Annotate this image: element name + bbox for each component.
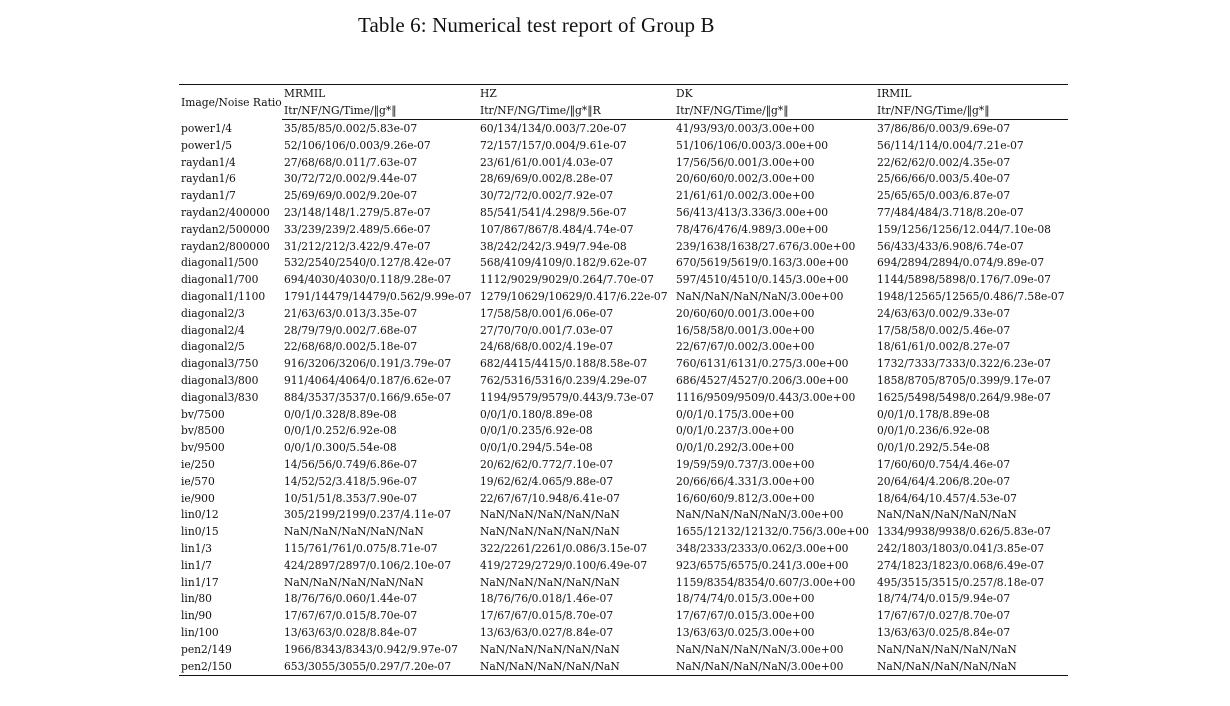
dk-cell: 56/413/413/3.336/3.00e+00 <box>676 205 829 219</box>
dk-cell: 20/60/60/0.001/3.00e+00 <box>676 306 815 320</box>
dk-cell: 0/0/1/0.292/3.00e+00 <box>676 441 795 455</box>
irmil-cell: 242/1803/1803/0.041/3.85e-07 <box>877 541 1045 555</box>
row-label: ie/900 <box>181 491 215 505</box>
table-row <box>179 575 1068 592</box>
table-row <box>179 608 1068 625</box>
mrmil-cell: 13/63/63/0.028/8.84e-07 <box>284 625 418 639</box>
method-header-mrmil: MRMIL <box>282 85 478 103</box>
table-body <box>179 120 1068 676</box>
metric-header-dk: Itr/NF/NG/Time/‖g*‖ <box>674 102 875 120</box>
row-label: raydan1/6 <box>181 172 236 186</box>
table-row <box>179 390 1068 407</box>
mrmil-cell: 18/76/76/0.060/1.44e-07 <box>284 592 418 606</box>
table-row <box>179 558 1068 575</box>
table-row <box>179 222 1068 239</box>
hz-cell: 107/867/867/8.484/4.74e-07 <box>480 222 634 236</box>
hz-cell: 1194/9579/9579/0.443/9.73e-07 <box>480 390 654 404</box>
mrmil-cell: 1966/8343/8343/0.942/9.97e-07 <box>284 642 458 656</box>
dk-cell: 923/6575/6575/0.241/3.00e+00 <box>676 558 849 572</box>
method-header-dk: DK <box>674 85 875 103</box>
row-label: pen2/149 <box>181 642 232 656</box>
mrmil-cell: 14/52/52/3.418/5.96e-07 <box>284 474 418 488</box>
hz-cell: 0/0/1/0.294/5.54e-08 <box>480 441 593 455</box>
irmil-cell: NaN/NaN/NaN/NaN/NaN <box>877 642 1017 656</box>
row-label: diagonal3/750 <box>181 357 259 371</box>
row-label: lin/80 <box>181 592 212 606</box>
table-row <box>179 507 1068 524</box>
table-row <box>179 373 1068 390</box>
mrmil-cell: 653/3055/3055/0.297/7.20e-07 <box>282 659 478 676</box>
mrmil-cell: 424/2897/2897/0.106/2.10e-07 <box>284 558 452 572</box>
irmil-cell: 1732/7333/7333/0.322/6.23e-07 <box>877 357 1051 371</box>
irmil-cell: 1334/9938/9938/0.626/5.83e-07 <box>877 525 1051 539</box>
row-label: raydan1/7 <box>181 189 236 203</box>
irmil-cell: 56/433/433/6.908/6.74e-07 <box>877 239 1024 253</box>
table-row <box>179 339 1068 356</box>
irmil-cell: 18/61/61/0.002/8.27e-07 <box>877 340 1011 354</box>
dk-cell: 18/74/74/0.015/3.00e+00 <box>676 592 815 606</box>
row-label: bv/8500 <box>181 424 225 438</box>
mrmil-cell: 22/68/68/0.002/5.18e-07 <box>284 340 418 354</box>
irmil-cell: 0/0/1/0.236/6.92e-08 <box>877 424 990 438</box>
row-label: lin1/7 <box>181 558 212 572</box>
irmil-cell: 18/74/74/0.015/9.94e-07 <box>877 592 1011 606</box>
table-row <box>179 306 1068 323</box>
metric-header-row <box>179 102 1068 120</box>
mrmil-cell: 532/2540/2540/0.127/8.42e-07 <box>284 256 452 270</box>
irmil-cell: 37/86/86/0.003/9.69e-07 <box>877 122 1011 135</box>
mrmil-cell: 28/79/79/0.002/7.68e-07 <box>284 323 418 337</box>
irmil-cell: 18/64/64/10.457/4.53e-07 <box>877 491 1017 505</box>
hz-cell: 17/67/67/0.015/8.70e-07 <box>480 609 614 623</box>
table-row <box>179 423 1068 440</box>
dk-cell: 597/4510/4510/0.145/3.00e+00 <box>676 273 849 287</box>
mrmil-cell: 10/51/51/8.353/7.90e-07 <box>284 491 418 505</box>
table-row <box>179 120 1068 138</box>
row-label: lin0/12 <box>181 508 219 522</box>
hz-cell: 1279/10629/10629/0.417/6.22e-07 <box>480 289 668 303</box>
irmil-cell: 56/114/114/0.004/7.21e-07 <box>877 138 1024 152</box>
irmil-cell: NaN/NaN/NaN/NaN/NaN <box>877 508 1017 522</box>
table-row <box>179 205 1068 222</box>
hz-cell: 19/62/62/4.065/9.88e-07 <box>480 474 614 488</box>
table-header <box>179 85 1068 120</box>
hz-cell: NaN/NaN/NaN/NaN/NaN <box>480 575 620 589</box>
irmil-cell: 13/63/63/0.025/8.84e-07 <box>877 625 1011 639</box>
mrmil-cell: 0/0/1/0.328/8.89e-08 <box>284 407 397 421</box>
hz-cell: 0/0/1/0.180/8.89e-08 <box>480 407 593 421</box>
irmil-cell: 22/62/62/0.002/4.35e-07 <box>877 155 1011 169</box>
mrmil-cell: 911/4064/4064/0.187/6.62e-07 <box>284 373 452 387</box>
dk-cell: 41/93/93/0.003/3.00e+00 <box>676 122 815 135</box>
row-label: diagonal1/1100 <box>181 289 266 303</box>
metric-header-irmil: Itr/NF/NG/Time/‖g*‖ <box>875 102 1068 120</box>
hz-cell: 682/4415/4415/0.188/8.58e-07 <box>480 357 648 371</box>
dk-cell: 17/56/56/0.001/3.00e+00 <box>676 155 815 169</box>
hz-cell: NaN/NaN/NaN/NaN/NaN <box>480 508 620 522</box>
table-row <box>179 356 1068 373</box>
irmil-cell: 1144/5898/5898/0.176/7.09e-07 <box>877 273 1051 287</box>
mrmil-cell: 23/148/148/1.279/5.87e-07 <box>284 205 431 219</box>
row-label: raydan2/800000 <box>181 239 270 253</box>
irmil-cell: 159/1256/1256/12.044/7.10e-08 <box>877 222 1051 236</box>
dk-cell: NaN/NaN/NaN/NaN/3.00e+00 <box>676 642 844 656</box>
dk-cell: 13/63/63/0.025/3.00e+00 <box>676 625 815 639</box>
table-row <box>179 239 1068 256</box>
row-label: bv/9500 <box>181 441 225 455</box>
table-row <box>179 474 1068 491</box>
irmil-cell: NaN/NaN/NaN/NaN/NaN <box>875 659 1068 676</box>
row-label: lin1/17 <box>181 575 219 589</box>
row-label: diagonal2/3 <box>181 306 245 320</box>
table-row <box>179 625 1068 642</box>
mrmil-cell: 27/68/68/0.011/7.63e-07 <box>284 155 418 169</box>
row-label: ie/570 <box>181 474 215 488</box>
mrmil-cell: 31/212/212/3.422/9.47e-07 <box>284 239 431 253</box>
table-row <box>179 323 1068 340</box>
irmil-cell: 25/66/66/0.003/5.40e-07 <box>877 172 1011 186</box>
row-label: power1/5 <box>181 138 233 152</box>
hz-cell: 13/63/63/0.027/8.84e-07 <box>480 625 614 639</box>
method-header-hz: HZ <box>478 85 674 103</box>
dk-cell: 20/60/60/0.002/3.00e+00 <box>676 172 815 186</box>
hz-cell: NaN/NaN/NaN/NaN/NaN <box>480 642 620 656</box>
hz-cell: 24/68/68/0.002/4.19e-07 <box>480 340 614 354</box>
irmil-cell: 77/484/484/3.718/8.20e-07 <box>877 205 1024 219</box>
table-row <box>179 407 1068 424</box>
metric-header-hz: Itr/NF/NG/Time/‖g*‖R <box>478 102 674 120</box>
row-label: raydan2/500000 <box>181 222 270 236</box>
dk-cell: 760/6131/6131/0.275/3.00e+00 <box>676 357 849 371</box>
mrmil-cell: 115/761/761/0.075/8.71e-07 <box>284 541 438 555</box>
table-row <box>179 591 1068 608</box>
irmil-cell: 20/64/64/4.206/8.20e-07 <box>877 474 1011 488</box>
dk-cell: 670/5619/5619/0.163/3.00e+00 <box>676 256 849 270</box>
row-label: power1/4 <box>181 121 233 135</box>
table-row <box>179 541 1068 558</box>
dk-cell: 16/60/60/9.812/3.00e+00 <box>676 491 815 505</box>
dk-cell: 1655/12132/12132/0.756/3.00e+00 <box>676 525 869 539</box>
table-row <box>179 171 1068 188</box>
irmil-cell: 1858/8705/8705/0.399/9.17e-07 <box>877 373 1051 387</box>
mrmil-cell: 0/0/1/0.300/5.54e-08 <box>284 441 397 455</box>
dk-cell: 686/4527/4527/0.206/3.00e+00 <box>676 373 849 387</box>
hz-cell: 18/76/76/0.018/1.46e-07 <box>480 592 614 606</box>
row-label: diagonal3/800 <box>181 373 259 387</box>
hz-cell: NaN/NaN/NaN/NaN/NaN <box>480 525 620 539</box>
row-label: pen2/150 <box>179 659 282 676</box>
row-label: diagonal1/500 <box>181 256 259 270</box>
row-label: raydan2/400000 <box>181 205 270 219</box>
irmil-cell: 1948/12565/12565/0.486/7.58e-07 <box>877 289 1065 303</box>
mrmil-cell: 33/239/239/2.489/5.66e-07 <box>284 222 431 236</box>
dk-cell: 20/66/66/4.331/3.00e+00 <box>676 474 815 488</box>
row-label: lin/90 <box>181 609 212 623</box>
dk-cell: 16/58/58/0.001/3.00e+00 <box>676 323 815 337</box>
hz-cell: 38/242/242/3.949/7.94e-08 <box>480 239 627 253</box>
dk-cell: 1116/9509/9509/0.443/3.00e+00 <box>676 390 856 404</box>
table-row <box>179 642 1068 659</box>
dk-cell: 348/2333/2333/0.062/3.00e+00 <box>676 541 849 555</box>
irmil-cell: 24/63/63/0.002/9.33e-07 <box>877 306 1011 320</box>
mrmil-cell: 21/63/63/0.013/3.35e-07 <box>284 306 418 320</box>
hz-cell: 72/157/157/0.004/9.61e-07 <box>480 138 627 152</box>
row-label: raydan1/4 <box>181 155 236 169</box>
mrmil-cell: 1791/14479/14479/0.562/9.99e-07 <box>284 289 472 303</box>
row-label: lin/100 <box>181 625 219 639</box>
hz-cell: 322/2261/2261/0.086/3.15e-07 <box>480 541 648 555</box>
irmil-cell: 694/2894/2894/0.074/9.89e-07 <box>877 256 1045 270</box>
irmil-cell: 17/67/67/0.027/8.70e-07 <box>877 609 1011 623</box>
mrmil-cell: 17/67/67/0.015/8.70e-07 <box>284 609 418 623</box>
hz-cell: 762/5316/5316/0.239/4.29e-07 <box>480 373 648 387</box>
metric-header-mrmil: Itr/NF/NG/Time/‖g*‖ <box>282 102 478 120</box>
row-label: lin0/15 <box>181 525 219 539</box>
row-label: ie/250 <box>181 457 215 471</box>
mrmil-cell: 694/4030/4030/0.118/9.28e-07 <box>284 273 452 287</box>
method-header-irmil: IRMIL <box>875 85 1068 103</box>
table-row <box>179 659 1068 676</box>
dk-cell: 1159/8354/8354/0.607/3.00e+00 <box>676 575 856 589</box>
hz-cell: 1112/9029/9029/0.264/7.70e-07 <box>480 273 654 287</box>
results-table <box>179 84 1068 676</box>
irmil-cell: 495/3515/3515/0.257/8.18e-07 <box>877 575 1045 589</box>
mrmil-cell: 52/106/106/0.003/9.26e-07 <box>284 138 431 152</box>
dk-cell: 19/59/59/0.737/3.00e+00 <box>676 457 815 471</box>
corner-header: Image/Noise Ratio <box>179 85 282 120</box>
table-row <box>179 440 1068 457</box>
hz-cell: 28/69/69/0.002/8.28e-07 <box>480 172 614 186</box>
dk-cell: NaN/NaN/NaN/NaN/3.00e+00 <box>676 508 844 522</box>
dk-cell: 0/0/1/0.237/3.00e+00 <box>676 424 795 438</box>
row-label: diagonal2/4 <box>181 323 245 337</box>
irmil-cell: 1625/5498/5498/0.264/9.98e-07 <box>877 390 1051 404</box>
table-row <box>179 138 1068 155</box>
table-row <box>179 272 1068 289</box>
dk-cell: 0/0/1/0.175/3.00e+00 <box>676 407 795 421</box>
dk-cell: NaN/NaN/NaN/NaN/3.00e+00 <box>676 289 844 303</box>
table-row <box>179 188 1068 205</box>
hz-cell: 568/4109/4109/0.182/9.62e-07 <box>480 256 648 270</box>
mrmil-cell: 884/3537/3537/0.166/9.65e-07 <box>284 390 452 404</box>
hz-cell: 60/134/134/0.003/7.20e-07 <box>480 122 627 135</box>
hz-cell: 17/58/58/0.001/6.06e-07 <box>480 306 614 320</box>
dk-cell: 239/1638/1638/27.676/3.00e+00 <box>676 239 856 253</box>
mrmil-cell: 14/56/56/0.749/6.86e-07 <box>284 457 418 471</box>
mrmil-cell: 30/72/72/0.002/9.44e-07 <box>284 172 418 186</box>
irmil-cell: 25/65/65/0.003/6.87e-07 <box>877 189 1011 203</box>
irmil-cell: 0/0/1/0.292/5.54e-08 <box>877 441 990 455</box>
mrmil-cell: 305/2199/2199/0.237/4.11e-07 <box>284 508 452 522</box>
table-row <box>179 289 1068 306</box>
irmil-cell: 17/60/60/0.754/4.46e-07 <box>877 457 1011 471</box>
mrmil-cell: NaN/NaN/NaN/NaN/NaN <box>284 575 424 589</box>
table-row <box>179 457 1068 474</box>
hz-cell: 85/541/541/4.298/9.56e-07 <box>480 205 627 219</box>
dk-cell: 17/67/67/0.015/3.00e+00 <box>676 609 815 623</box>
table-row <box>179 255 1068 272</box>
row-label: lin1/3 <box>181 541 212 555</box>
hz-cell: 419/2729/2729/0.100/6.49e-07 <box>480 558 648 572</box>
hz-cell: 20/62/62/0.772/7.10e-07 <box>480 457 614 471</box>
dk-cell: NaN/NaN/NaN/NaN/3.00e+00 <box>674 659 875 676</box>
row-label: bv/7500 <box>181 407 225 421</box>
mrmil-cell: 35/85/85/0.002/5.83e-07 <box>284 122 418 135</box>
dk-cell: 51/106/106/0.003/3.00e+00 <box>676 138 829 152</box>
mrmil-cell: NaN/NaN/NaN/NaN/NaN <box>284 525 424 539</box>
irmil-cell: 0/0/1/0.178/8.89e-08 <box>877 407 990 421</box>
mrmil-cell: 0/0/1/0.252/6.92e-08 <box>284 424 397 438</box>
row-label: diagonal1/700 <box>181 273 259 287</box>
table-row <box>179 524 1068 541</box>
dk-cell: 21/61/61/0.002/3.00e+00 <box>676 189 815 203</box>
irmil-cell: 17/58/58/0.002/5.46e-07 <box>877 323 1011 337</box>
mrmil-cell: 25/69/69/0.002/9.20e-07 <box>284 189 418 203</box>
dk-cell: 22/67/67/0.002/3.00e+00 <box>676 340 815 354</box>
row-label: diagonal3/830 <box>181 390 259 404</box>
hz-cell: NaN/NaN/NaN/NaN/NaN <box>478 659 674 676</box>
hz-cell: 27/70/70/0.001/7.03e-07 <box>480 323 614 337</box>
table-row <box>179 491 1068 508</box>
table-caption: Table 6: Numerical test report of Group B <box>358 13 715 37</box>
results-table-container <box>179 84 1068 676</box>
irmil-cell: 274/1823/1823/0.068/6.49e-07 <box>877 558 1045 572</box>
dk-cell: 78/476/476/4.989/3.00e+00 <box>676 222 829 236</box>
hz-cell: 23/61/61/0.001/4.03e-07 <box>480 155 614 169</box>
hz-cell: 22/67/67/10.948/6.41e-07 <box>480 491 620 505</box>
table-row <box>179 155 1068 172</box>
mrmil-cell: 916/3206/3206/0.191/3.79e-07 <box>284 357 452 371</box>
hz-cell: 0/0/1/0.235/6.92e-08 <box>480 424 593 438</box>
hz-cell: 30/72/72/0.002/7.92e-07 <box>480 189 614 203</box>
method-header-row <box>179 85 1068 103</box>
row-label: diagonal2/5 <box>181 340 245 354</box>
